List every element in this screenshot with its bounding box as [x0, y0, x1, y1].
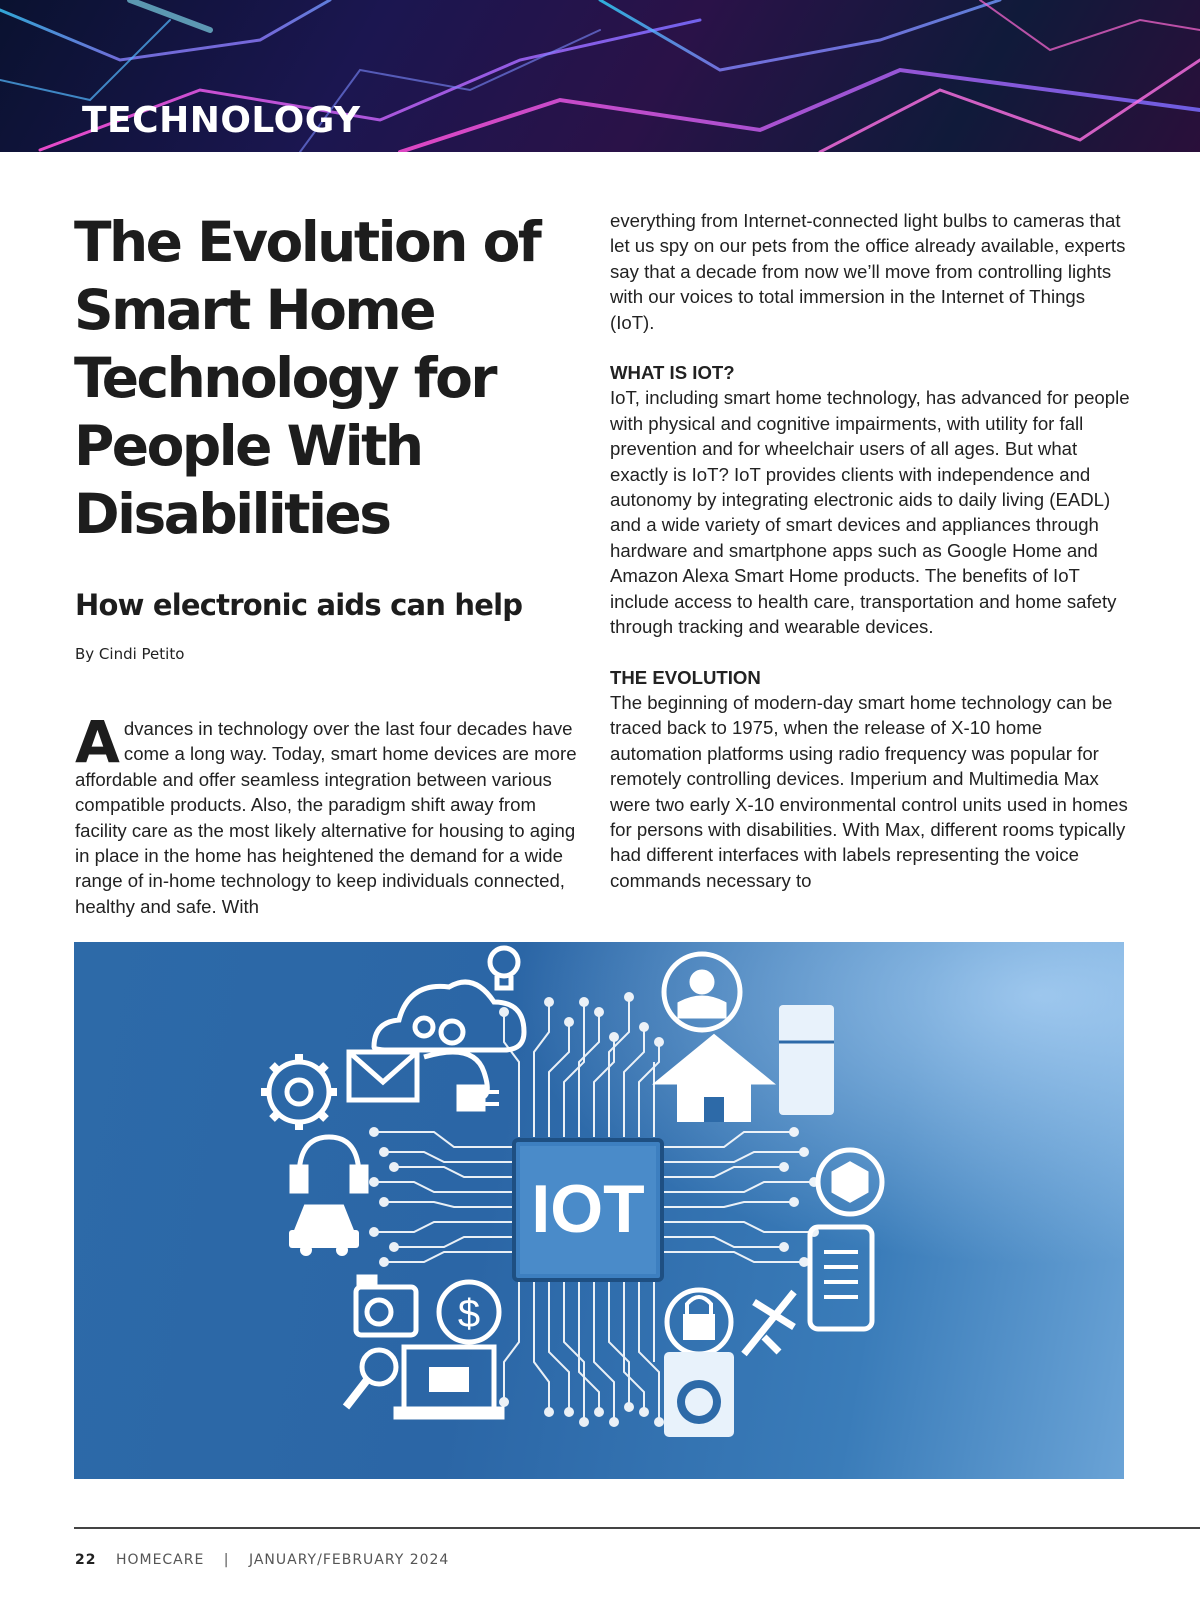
section-body-what-is-iot: IoT, including smart home technology, has advanced for people with physical and cognitive impairments, with utility for fall prevention and for wheelchair users of all ages. But what exactly is IoT? IoT provides clients with independence and autonomy by integrating electronic aids to daily living (EADL) and a wide variety of smart devices and appliances through hardware and smartphone apps such as Google Home and Amazon Alexa Smart Home products. The benefits of IoT include access to health care, transportation and home safety through tracking and wearable devices.: [610, 387, 1130, 638]
intro-text: dvances in technology over the last four decades have come a long way. Today, smart home devices are more affordable and offer seamless integration between various compatible products. Also, the paradigm shift away from facility care as the most likely alternative for housing to aging in place in the home has heightened the demand for a wide range of in-home technology to keep individuals connected, healthy and safe. With: [75, 718, 577, 917]
iot-graphic: [74, 942, 1124, 1479]
footer-rule: [74, 1527, 1200, 1529]
page-number: 22: [75, 1552, 97, 1568]
svg-text:$: $: [457, 1292, 481, 1336]
footer-separator: |: [223, 1552, 230, 1568]
section-heading-evolution: THE EVOLUTION: [610, 666, 761, 688]
washing-machine-icon: [664, 1352, 734, 1437]
section-label: TECHNOLOGY: [82, 100, 361, 141]
refrigerator-icon: [779, 1005, 834, 1115]
continued-paragraph: everything from Internet-connected light bulbs to cameras that let us spy on our pets from the office already available, experts say that a decade from now we’ll move from controlling lights with our voices to total immersion in the Internet of Things (IoT).: [610, 210, 1126, 333]
issue-date: JANUARY/FEBRUARY 2024: [248, 1552, 450, 1568]
article-subhead: How electronic aids can help: [75, 588, 523, 622]
left-column: [75, 708, 585, 919]
chip-label: IOT: [531, 1171, 645, 1247]
page-footer: [75, 1552, 449, 1568]
article-headline: The Evolution of Smart Home Technology for People With Disabilities: [74, 210, 540, 546]
iot-illustration: [74, 942, 1124, 1479]
byline: By Cindi Petito: [75, 645, 185, 663]
publication-name: HOMECARE: [115, 1552, 205, 1568]
section-body-evolution: The beginning of modern-day smart home technology can be traced back to 1975, when the release of X-10 home automation platforms using radio frequency was popular for remotely controlling devices. Imperium and Multimedia Max were two early X-10 environmental control units used in homes for persons with disabilities. With Max, different rooms typically had different interfaces with labels representing the voice commands necessary to: [610, 691, 1128, 891]
drop-cap: A: [75, 708, 120, 776]
iot-chip: [514, 1140, 662, 1280]
intro-paragraph: [75, 708, 585, 919]
right-column: [610, 208, 1130, 893]
section-banner: [0, 0, 1200, 152]
section-heading-what-is-iot: WHAT IS IOT?: [610, 362, 735, 384]
